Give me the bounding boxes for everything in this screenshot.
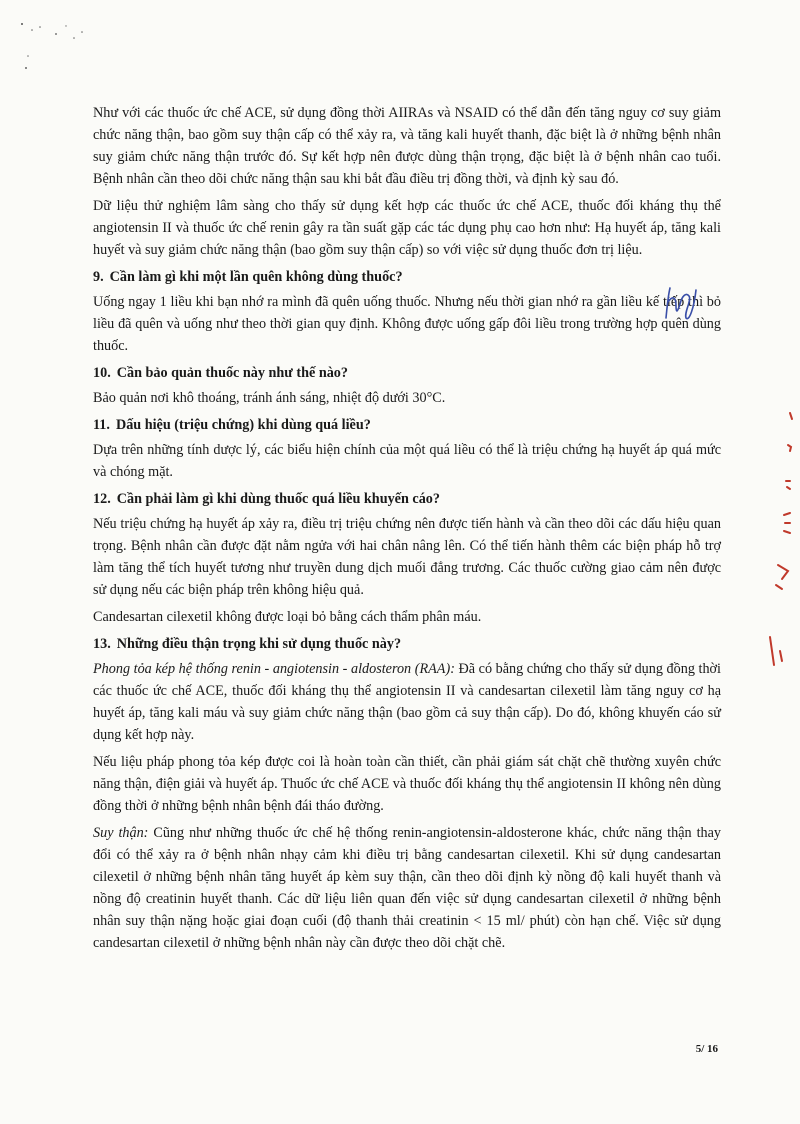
heading-number: 13. <box>93 636 111 652</box>
italic-lead: Suy thận: <box>93 825 149 841</box>
paragraph-text: Cũng như những thuốc ức chế hệ thống renin-angiotensin-aldosterone khác, chức năng thận thay đổi có thể xảy ra ở bệnh nhân nhạy cảm khi điều trị bằng candesartan cilexetil. Khi sử dụng candesartan cilexetil ở những bệnh nhân tăng huyết áp kèm suy thận, cần theo dõi định kỳ nồng độ kali huyết thanh và nồng độ creatinin huyết thanh. Các dữ liệu liên quan đến việc sử dụng candesartan cilexetil ở những bệnh nhân suy thận nặng hoặc giai đoạn cuối (độ thanh thải creatinin < 15 ml/ phút) còn hạn chế. Việc sử dụng candesartan cilexetil ở những bệnh nhân này cần được theo dõi chặt chẽ. <box>93 825 721 951</box>
italic-lead: Phong tỏa kép hệ thống renin - angiotensin - aldosteron (RAA): <box>93 661 455 677</box>
heading-title: Những điều thận trọng khi sử dụng thuốc này? <box>116 636 402 652</box>
scan-speckles <box>18 18 108 78</box>
stamp-edge-marks <box>758 405 800 695</box>
heading-number: 11. <box>93 417 110 433</box>
heading-number: 10. <box>93 365 111 381</box>
paragraph: Bảo quản nơi khô thoáng, tránh ánh sáng, nhiệt độ dưới 30°C. <box>93 390 446 406</box>
paragraph: Candesartan cilexetil không được loại bỏ bằng cách thẩm phân máu. <box>93 609 482 625</box>
heading-title: Cần phải làm gì khi dùng thuốc quá liều khuyến cáo? <box>116 491 440 507</box>
heading-title: Dấu hiệu (triệu chứng) khi dùng quá liều? <box>115 417 371 433</box>
section-heading-13 <box>93 633 721 655</box>
heading-title: Cần bảo quản thuốc này như thế nào? <box>116 365 348 381</box>
document-body <box>93 102 721 959</box>
paragraph <box>93 658 721 746</box>
heading-title: Cần làm gì khi một lần quên không dùng thuốc? <box>109 269 403 285</box>
section-heading-11 <box>93 414 721 436</box>
paragraph: Dữ liệu thử nghiệm lâm sàng cho thấy sử dụng kết hợp các thuốc ức chế ACE, thuốc đối kháng thụ thể angiotensin II và thuốc ức chế renin gây ra tần suất gặp các tác dụng phụ cao hơn như: Hạ huyết áp, tăng kali huyết và suy giảm chức năng thận (bao gồm suy thận cấp) so với việc sử dụng thuốc đơn trị liệu. <box>93 198 721 258</box>
paragraph: Nếu liệu pháp phong tỏa kép được coi là hoàn toàn cần thiết, cần phải giám sát chặt chẽ thường xuyên chức năng thận, điện giải và huyết áp. Thuốc ức chế ACE và thuốc đối kháng thụ thể angiotensin II không nên dùng đồng thời ở những bệnh nhân bệnh đái tháo đường. <box>93 754 721 814</box>
paragraph: Như với các thuốc ức chế ACE, sử dụng đồng thời AIIRAs và NSAID có thể dẫn đến tăng nguy cơ suy giảm chức năng thận, bao gồm suy thận cấp có thể xảy ra, và tăng kali huyết thanh, đặc biệt là ở những bệnh nhân suy giảm chức năng thận trước đó. Sự kết hợp nên được dùng thận trọng, đặc biệt là ở bệnh nhân cao tuổi. Bệnh nhân cần theo dõi chức năng thận sau khi bắt đầu điều trị đồng thời, và định kỳ sau đó. <box>93 105 721 187</box>
section-heading-10 <box>93 362 721 384</box>
section-heading-12 <box>93 488 721 510</box>
paragraph: Dựa trên những tính dược lý, các biểu hiện chính của một quá liều có thể là triệu chứng hạ huyết áp quá mức và chóng mặt. <box>93 442 721 480</box>
heading-number: 12. <box>93 491 111 507</box>
section-heading-9 <box>93 266 721 288</box>
heading-number: 9. <box>93 269 104 285</box>
paragraph <box>93 822 721 954</box>
paragraph-text: Đã có bằng chứng cho thấy sử dụng đồng thời các thuốc ức chế ACE, thuốc đối kháng thụ thể angiotensin II và candesartan cilexetil làm tăng nguy cơ hạ huyết áp, tăng kali máu và suy giảm chức năng thận (bao gồm cả suy thận cấp). Do đó, không khuyến cáo sử dụng kết hợp này. <box>93 661 721 743</box>
page-number: 5/ 16 <box>695 1043 718 1055</box>
paragraph: Nếu triệu chứng hạ huyết áp xảy ra, điều trị triệu chứng nên được tiến hành và cần theo dõi các dấu hiệu quan trọng. Bệnh nhân cần được đặt nằm ngửa với hai chân nâng lên. Có thể tiến hành thêm các biện pháp hỗ trợ làm tăng thể tích huyết tương như truyền dung dịch muối đẳng trương. Các thuốc cường giao cảm nên được sử dụng nếu các biện pháp trên không hiệu quả. <box>93 516 721 598</box>
handwritten-signature <box>662 282 702 324</box>
paragraph: Uống ngay 1 liều khi bạn nhớ ra mình đã quên uống thuốc. Nhưng nếu thời gian nhớ ra gần liều kế tiếp thì bỏ liều đã quên và uống như theo thời gian quy định. Không được uống gấp đôi liều trong trường hợp quên dùng thuốc. <box>93 294 721 354</box>
